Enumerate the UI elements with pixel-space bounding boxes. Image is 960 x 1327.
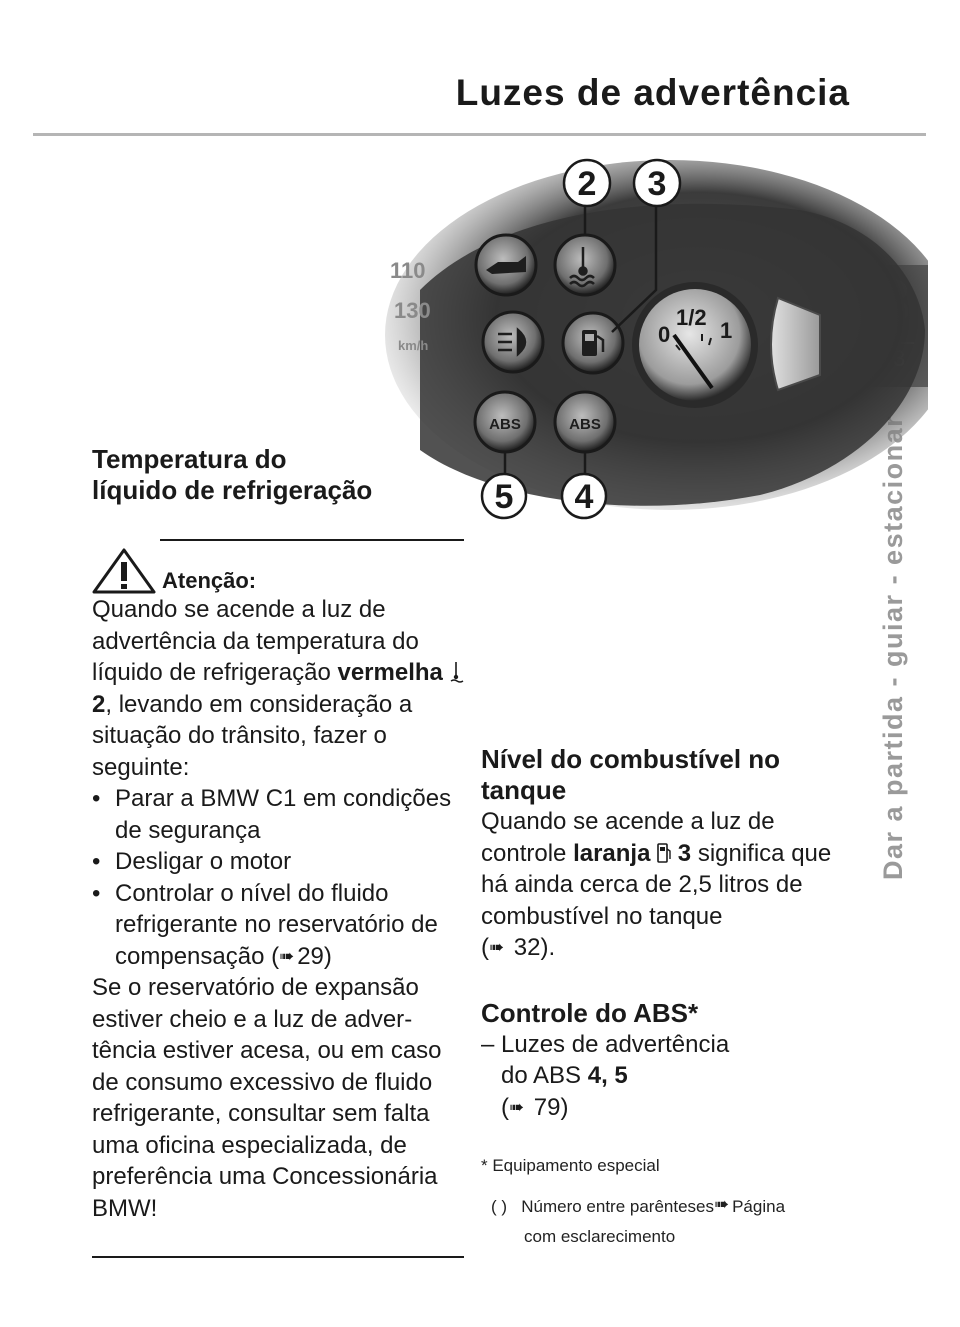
abs-lamp-left bbox=[475, 392, 535, 452]
callout-3 bbox=[634, 160, 680, 206]
speedo-mark-110: 110 bbox=[390, 258, 426, 283]
page-ref-arrow-icon: ➠ bbox=[279, 945, 295, 966]
warning-label: Atenção: bbox=[162, 568, 257, 593]
chapter-caption: Dar a partida - guiar - estacionar bbox=[878, 414, 908, 880]
coolant-steps-list bbox=[92, 783, 464, 972]
callout-2-label: 2 bbox=[577, 165, 597, 203]
coolant-paragraph-1 bbox=[92, 594, 464, 783]
title-divider bbox=[33, 133, 926, 136]
footnote-reference bbox=[481, 1189, 861, 1222]
fuel-ref-page: 32). bbox=[513, 934, 556, 961]
footnotes bbox=[481, 1151, 861, 1252]
coolant-temp-lamp bbox=[555, 235, 615, 295]
fuel-text-a: Quando se acende a luz de controle bbox=[481, 808, 775, 867]
footnote-special-equipment: * Equipamento especial bbox=[481, 1156, 660, 1175]
coolant-ref-number: 2 bbox=[92, 690, 106, 718]
coolant-p1-text-b: , levando em consideração a situação do trânsito, fazer o seguinte: bbox=[92, 690, 413, 781]
coolant-color-red: vermelha bbox=[337, 659, 443, 686]
coolant-step-3-text: Controlar o nível do fluido refrigerante no reservatório de compensação ( bbox=[115, 879, 438, 970]
fuel-ref-number: 3 bbox=[677, 839, 692, 867]
footnote-paren: ( ) bbox=[491, 1197, 508, 1216]
headlight-lamp bbox=[483, 312, 543, 372]
abs-left-label: ABS bbox=[489, 416, 521, 433]
coolant-heading-line1: Temperatura do bbox=[92, 444, 287, 474]
callout-5-label: 5 bbox=[494, 478, 514, 516]
page-ref-arrow-icon: ➠ bbox=[714, 1194, 730, 1214]
abs-heading: Controle do ABS* bbox=[481, 997, 699, 1028]
gauge-label-half: 1/2 bbox=[676, 305, 707, 330]
coolant-section bbox=[92, 444, 464, 1224]
page-ref-arrow-icon: ➠ bbox=[489, 937, 505, 957]
abs-item-line1: – Luzes de advertência bbox=[481, 1030, 730, 1058]
section-end-divider bbox=[92, 1256, 464, 1258]
coolant-step-3 bbox=[92, 878, 464, 973]
fuel-reserve-lamp bbox=[563, 313, 623, 373]
speedo-mark-kmh: km/h bbox=[398, 338, 429, 353]
fuel-color-orange: laranja bbox=[573, 839, 651, 867]
warning-triangle-icon bbox=[92, 548, 156, 594]
coolant-step-3-ref: 29) bbox=[297, 942, 332, 970]
abs-right-label: ABS bbox=[569, 416, 601, 433]
thermometer-inline-icon bbox=[450, 661, 464, 683]
oil-pressure-lamp bbox=[476, 235, 536, 295]
page-ref-arrow-icon: ➠ bbox=[509, 1096, 525, 1117]
abs-ref-page: 79) bbox=[533, 1093, 569, 1121]
callout-4 bbox=[562, 474, 606, 518]
callout-2 bbox=[564, 160, 610, 206]
callout-5 bbox=[482, 474, 526, 518]
callout-4-label: 4 bbox=[574, 478, 594, 516]
coolant-paragraph-2: Se o reservatório de expansão estiver cheio e a luz de advertência estiver acesa, ou em caso de consumo excessivo de fluido refrigerante, consultar sem falta uma oficina especializada, de preferência uma Concessionária BMW! bbox=[92, 974, 442, 1222]
page-title: Luzes de advertência bbox=[455, 72, 850, 113]
abs-ref-open: ( bbox=[501, 1093, 509, 1121]
turn-signal-arrow bbox=[771, 298, 820, 390]
callout-3-label: 3 bbox=[647, 165, 667, 203]
gauge-label-empty: 0 bbox=[658, 322, 671, 347]
coolant-heading bbox=[92, 444, 464, 506]
fuel-paragraph bbox=[481, 806, 861, 964]
headlight-icon bbox=[498, 330, 525, 354]
footnote-ref-line2: com esclarecimento bbox=[524, 1227, 676, 1246]
coolant-p1-text-a: Quando se acende a luz de advertência da temperatura do líquido de refrigeração bbox=[92, 596, 419, 686]
footnote-ref-page: Página bbox=[732, 1197, 786, 1216]
abs-item-numbers: 4, 5 bbox=[587, 1062, 628, 1089]
fuel-gauge bbox=[632, 282, 758, 408]
fuel-heading: Nível do combustível no tanque bbox=[481, 744, 781, 805]
coolant-heading-line2: líquido de refrigeração bbox=[92, 475, 373, 505]
fuel-pump-inline-icon bbox=[657, 842, 671, 864]
warning-header bbox=[92, 548, 464, 594]
abs-lamp-right bbox=[555, 392, 615, 452]
coolant-step-1: • Parar a BMW C1 em condições de segurança bbox=[92, 783, 464, 846]
coolant-step-2: • Desligar o motor bbox=[92, 846, 464, 878]
speedo-mark-130: 130 bbox=[394, 298, 431, 323]
footnote-ref-text: Número entre parênteses bbox=[521, 1197, 714, 1216]
right-column bbox=[481, 744, 861, 1252]
fuel-text-b: significa que há ainda cerca de 2,5 litros de combustível no tanque bbox=[481, 839, 832, 930]
gauge-label-full: 1 bbox=[720, 318, 733, 343]
abs-item-line2: do ABS bbox=[501, 1062, 588, 1089]
abs-item bbox=[481, 1029, 861, 1124]
fuel-ref-open: ( bbox=[481, 934, 489, 961]
